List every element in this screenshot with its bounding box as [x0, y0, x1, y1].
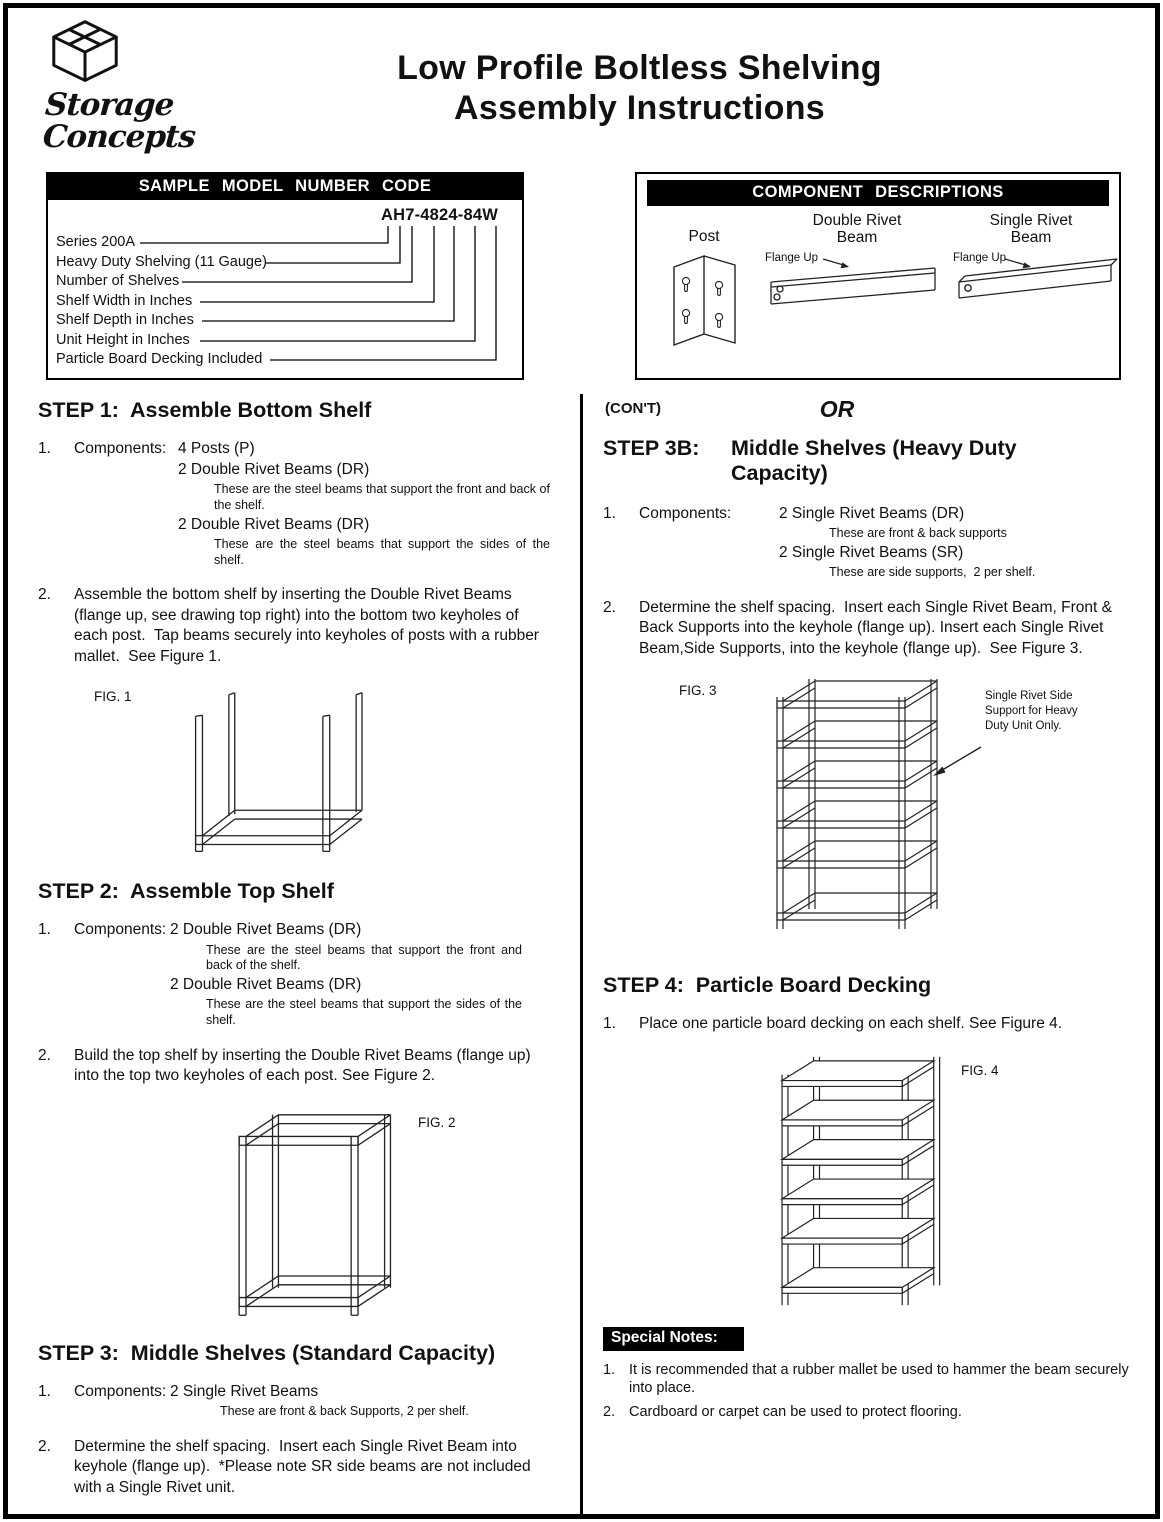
model-box-header: SAMPLE MODEL NUMBER CODE [48, 174, 522, 200]
figure-4-label: FIG. 4 [961, 1062, 999, 1078]
component-note: These are side supports, 2 per shelf. [829, 565, 1036, 580]
component-note: These are the steel beams that support the front and back of the shelf. [206, 942, 522, 973]
right-column [583, 394, 1155, 1514]
step-4-instruction: Place one particle board decking on each shelf. See Figure 4. [639, 1015, 1063, 1033]
step-1-item-1 [38, 439, 572, 570]
document-page [3, 3, 1160, 1519]
model-label-decking: Particle Board Decking Included [56, 350, 263, 367]
model-label-height: Unit Height in Inches [56, 331, 190, 348]
cube-logo-icon [44, 18, 126, 88]
item-number: 2. [603, 598, 616, 616]
post-label: Post [688, 227, 720, 245]
step-2-item-2 [38, 1046, 572, 1087]
step-2-title: STEP 2: Assemble Top Shelf [38, 879, 334, 904]
components-label: Components: [639, 504, 732, 522]
page-title-line1: Low Profile Boltless Shelving [397, 49, 882, 87]
components-label: Components: [74, 439, 167, 457]
page-title [254, 48, 1025, 170]
single-rivet-beam-area [951, 250, 1111, 330]
special-note-2 [603, 1403, 1131, 1422]
component-note: These are the steel beams that support the front and back of the shelf. [214, 482, 550, 513]
figure-3-drawing [749, 675, 949, 947]
item-number: 1. [603, 1015, 616, 1033]
flange-up-label-single: Flange Up [953, 252, 1007, 265]
item-number: 1. [38, 921, 51, 939]
flange-up-label-double: Flange Up [765, 252, 819, 265]
component-descriptions-box [635, 172, 1121, 380]
component-line: 4 Posts (P) [178, 439, 255, 457]
components-list [779, 504, 1035, 582]
component-line: 2 Single Rivet Beams (SR) [779, 543, 964, 561]
figure-4 [751, 1051, 1131, 1313]
step-2-instruction: Build the top shelf by inserting the Double Rivet Beams (flange up) into the top two keyholes of each post. See Figure 2. [74, 1046, 535, 1085]
step-3b-section [603, 436, 1131, 964]
figure-4-drawing [751, 1051, 951, 1313]
component-box-header: COMPONENT DESCRIPTIONS [647, 180, 1109, 206]
main-content [8, 394, 1155, 1514]
header [8, 8, 1155, 170]
components-label: Components: [74, 921, 167, 939]
note-number: 1. [603, 1361, 616, 1378]
component-single-rivet-beam [951, 212, 1111, 351]
note-number: 2. [603, 1404, 616, 1421]
model-label-depth: Shelf Depth in Inches [56, 311, 194, 328]
single-rivet-label-line2: Beam [1010, 228, 1052, 246]
page-title-line2: Assembly Instructions [454, 89, 825, 128]
component-note: These are the steel beams that support the sides of the shelf. [206, 997, 522, 1028]
figure-3-label: FIG. 3 [679, 683, 717, 699]
cont-label: (CON'T) [605, 399, 662, 417]
double-rivet-label-line1: Double Rivet [812, 211, 902, 229]
double-rivet-beam-drawing [763, 250, 945, 322]
model-label-shelves: Number of Shelves [56, 272, 180, 289]
step-3-item-2 [38, 1437, 572, 1498]
figure-2-label: FIG. 2 [418, 1114, 456, 1130]
component-line: 2 Double Rivet Beams (DR) [178, 461, 370, 479]
figure-2-drawing [198, 1103, 408, 1331]
figure-2 [198, 1103, 572, 1331]
step-3b-item-1 [603, 504, 1131, 582]
figure-1-label: FIG. 1 [94, 689, 132, 705]
step-2-section [38, 879, 572, 1330]
single-rivet-beam-drawing [951, 250, 1123, 320]
step-3-title: STEP 3: Middle Shelves (Standard Capacity) [38, 1340, 496, 1365]
component-note: These are the steel beams that support the sides of the shelf. [214, 537, 550, 567]
note-text: It is recommended that a rubber mallet be used to hammer the beam securely into place. [629, 1361, 1133, 1397]
model-label-width: Shelf Width in Inches [56, 292, 193, 309]
item-number: 1. [603, 504, 616, 522]
item-number: 2. [38, 1046, 51, 1064]
component-post [645, 212, 763, 351]
figure-3-annotation: Single Rivet Side Support for Heavy Duty Unit Only. [985, 690, 1078, 732]
step-3b-prefix: STEP 3B: [603, 435, 700, 460]
continuation-row [603, 396, 1131, 432]
special-notes-section [603, 1327, 1131, 1423]
step-1-title: STEP 1: Assemble Bottom Shelf [38, 397, 372, 422]
step-3b-title-text: Middle Shelves (Heavy Duty Capacity) [731, 435, 1017, 485]
step-4-section [603, 973, 1131, 1312]
model-code-diagram [48, 200, 522, 377]
left-column [8, 394, 580, 1514]
logo-wordmark [41, 87, 256, 155]
step-2-item-1 [38, 920, 572, 1029]
step-1-item-2 [38, 585, 572, 667]
model-label-gauge: Heavy Duty Shelving (11 Gauge) [56, 253, 267, 270]
figure-1 [94, 683, 572, 869]
or-label: OR [819, 395, 855, 422]
logo-word-concepts: Concepts [41, 118, 197, 155]
step-3-instruction: Determine the shelf spacing. Insert each Single Rivet Beam into keyhole (flange up). *Please note SR side beams are not included with a Single Rivet unit. [74, 1437, 535, 1496]
step-3-item-1 [38, 1382, 572, 1421]
component-note: These are front & back supports [829, 526, 1007, 541]
single-rivet-label-line1: Single Rivet [989, 211, 1073, 229]
note-text: Cardboard or carpet can be used to protect flooring. [629, 1404, 962, 1421]
special-notes-header: Special Notes: [603, 1327, 744, 1351]
top-boxes-row [8, 170, 1155, 380]
sample-model-number-box [46, 172, 524, 380]
component-double-rivet-beam [763, 212, 951, 351]
model-label-series: Series 200A [56, 233, 135, 250]
step-4-title: STEP 4: Particle Board Decking [603, 973, 932, 998]
post-drawing [664, 249, 744, 351]
step-3-section [38, 1341, 572, 1498]
model-number: AH7-4824-84W [381, 205, 499, 224]
step-3b-item-2 [603, 598, 1131, 659]
item-number: 1. [38, 439, 51, 457]
components-list [170, 1382, 469, 1421]
step-4-item-1 [603, 1014, 1131, 1034]
components-label: Components: [74, 1382, 167, 1400]
special-note-1 [603, 1361, 1131, 1399]
component-row [645, 206, 1111, 351]
item-number: 1. [38, 1382, 51, 1400]
double-rivet-label-line2: Beam [836, 228, 878, 246]
component-line: 2 Double Rivet Beams (DR) [170, 921, 362, 939]
logo-word-storage: Storage [43, 87, 175, 123]
step-1-instruction: Assemble the bottom shelf by inserting the Double Rivet Beams (flange up, see drawing top right) into the bottom two keyholes of each post. Tap beams securely into keyholes of posts with a rubber mallet. See Figure 1. [74, 586, 544, 665]
figure-1-drawing [150, 683, 390, 869]
step-3b-instruction: Determine the shelf spacing. Insert each Single Rivet Beam, Front & Back Supports into the keyhole (flange up). Insert each Single Rivet Beam,Side Supports, into the keyhole (flange up). See Figure 3. [639, 598, 1117, 657]
component-line: 2 Double Rivet Beams (DR) [178, 515, 370, 533]
double-rivet-beam-area [763, 250, 951, 330]
item-number: 2. [38, 586, 51, 604]
double-rivet-beam-label [813, 212, 902, 247]
components-list [170, 920, 522, 1029]
item-number: 2. [38, 1437, 51, 1455]
component-note: These are front & back Supports, 2 per shelf. [220, 1404, 469, 1419]
storage-concepts-logo [41, 18, 254, 170]
single-rivet-beam-label [990, 212, 1073, 247]
figure-3 [603, 675, 1131, 963]
component-line: 2 Single Rivet Beams [170, 1382, 319, 1400]
component-line: 2 Single Rivet Beams (DR) [779, 504, 965, 522]
step-3b-title [603, 436, 1131, 486]
step-1-section [38, 398, 572, 870]
components-list [178, 439, 550, 570]
component-line: 2 Double Rivet Beams (DR) [170, 975, 362, 993]
